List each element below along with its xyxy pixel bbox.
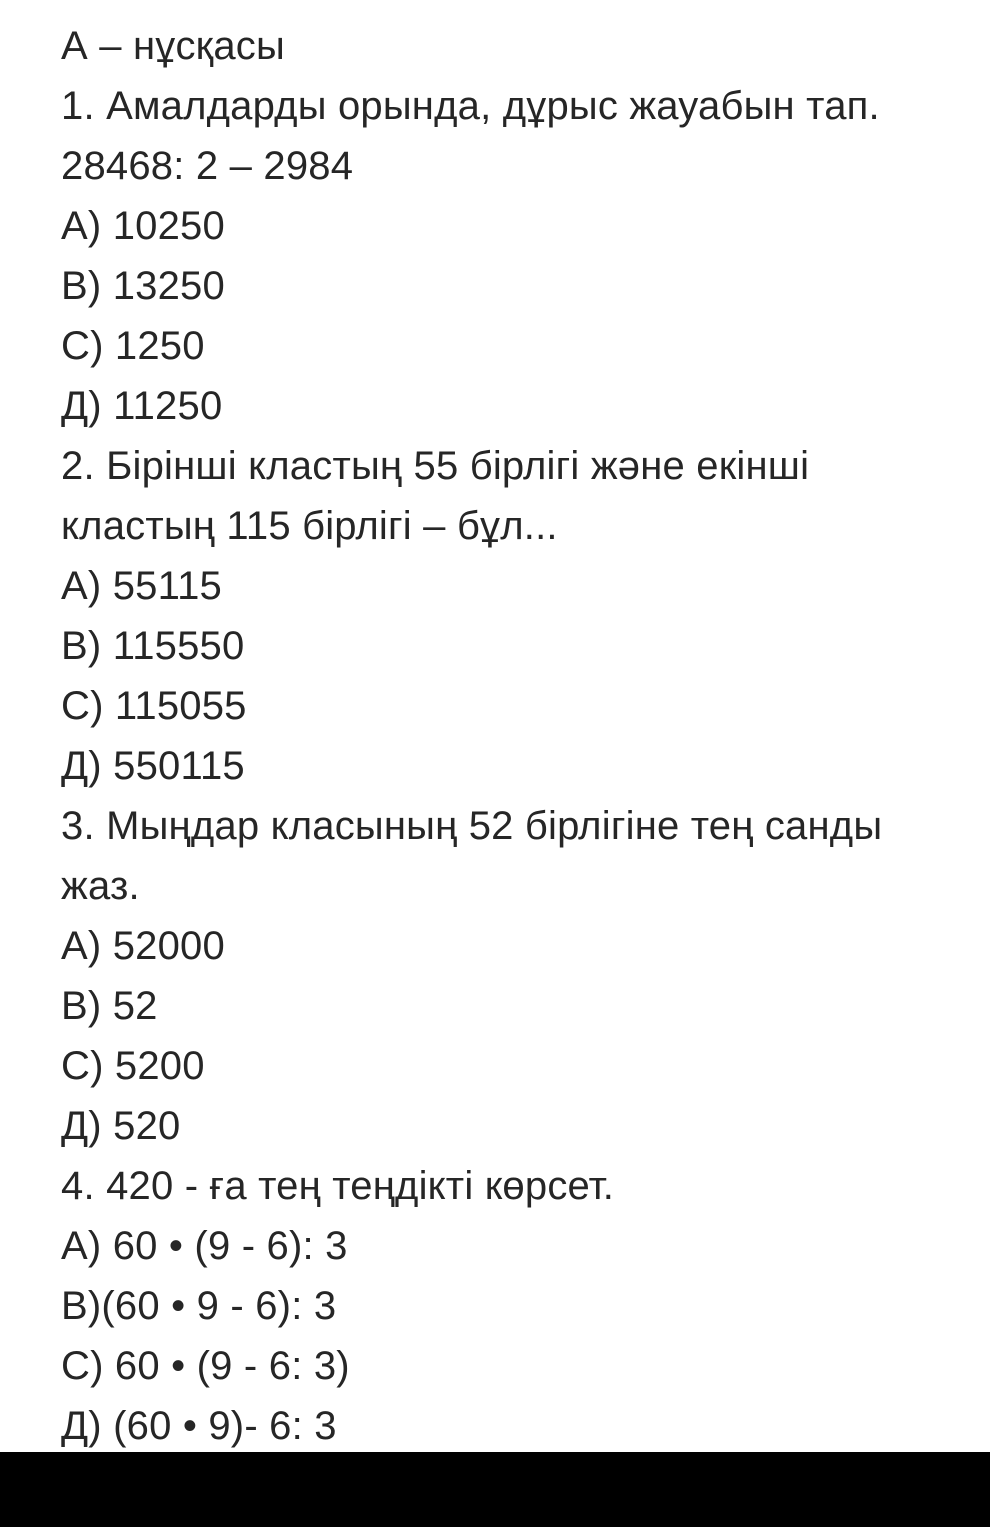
question-1 (61, 76, 960, 436)
answer-option: Д) (60 • 9)- 6: 3 (61, 1404, 337, 1448)
bottom-black-bar (0, 1452, 990, 1527)
answer-option: С) 1250 (61, 324, 205, 368)
question-text-line: жаз. (61, 864, 140, 908)
variant-title: А – нұсқасы (61, 24, 285, 68)
answer-option: С) 115055 (61, 684, 247, 728)
question-text-line: 4. 420 - ға тең теңдікті көрсет. (61, 1164, 615, 1208)
quiz-content (61, 16, 960, 1452)
question-text-line: кластың 115 бірлігі – бұл... (61, 504, 558, 548)
answer-option: В) 52 (61, 984, 158, 1028)
question-3 (61, 796, 960, 1156)
answer-option: Д) 11250 (61, 384, 223, 428)
answer-option: С) 5200 (61, 1044, 205, 1088)
question-text-line: 1. Амалдарды орында, дұрыс жауабын тап. (61, 84, 880, 128)
answer-option: А) 52000 (61, 924, 225, 968)
answer-option: Д) 520 (61, 1104, 181, 1148)
answer-option: А) 60 • (9 - 6): 3 (61, 1224, 348, 1268)
question-text-line: 2. Бірінші кластың 55 бірлігі және екінші (61, 444, 810, 488)
answer-option: В) 115550 (61, 624, 245, 668)
question-text-line: 3. Мыңдар класының 52 бірлігіне тең санды (61, 804, 883, 848)
answer-option: Д) 550115 (61, 744, 245, 788)
question-4 (61, 1156, 960, 1452)
answer-option: В) 13250 (61, 264, 225, 308)
answer-option: С) 60 • (9 - 6: 3) (61, 1344, 350, 1388)
answer-option: А) 10250 (61, 204, 225, 248)
question-text-line: 28468: 2 – 2984 (61, 144, 354, 188)
answer-option: В)(60 • 9 - 6): 3 (61, 1284, 337, 1328)
question-2 (61, 436, 960, 796)
answer-option: А) 55115 (61, 564, 222, 608)
